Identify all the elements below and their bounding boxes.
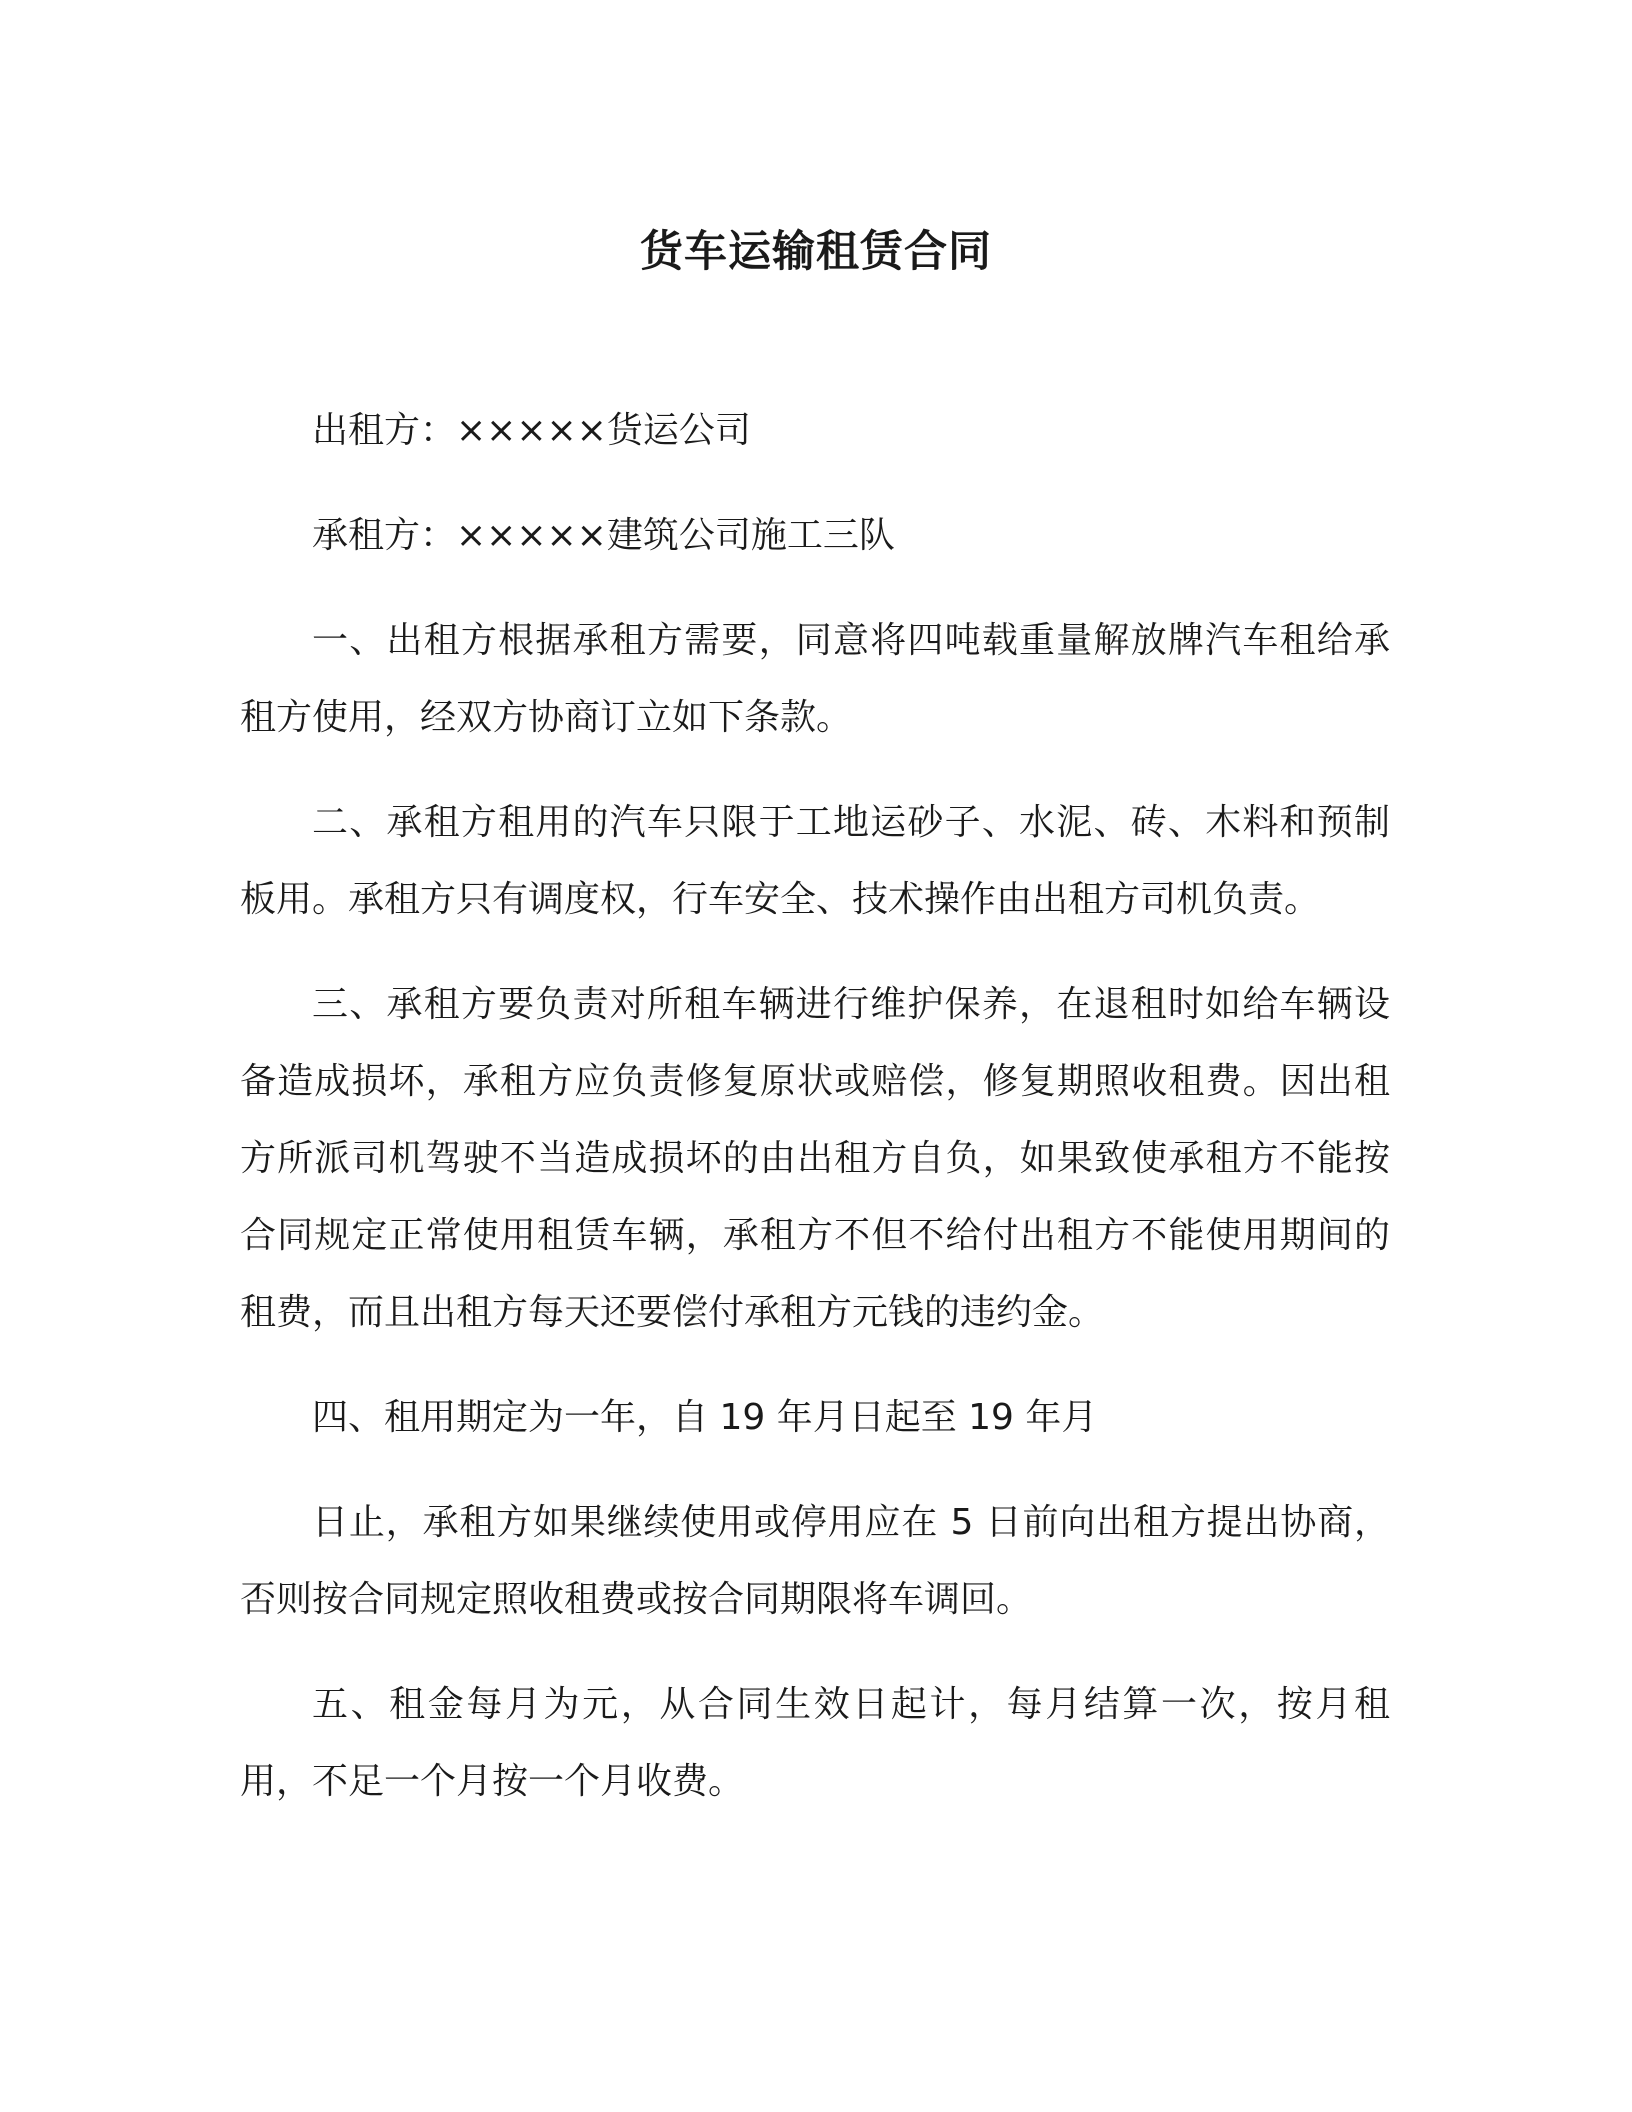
clause-5: 五、租金每月为元，从合同生效日起计，每月结算一次，按月租用，不足一个月按一个月收费。 — [240, 1684, 1390, 1802]
clause-3: 三、承租方要负责对所租车辆进行维护保养，在退租时如给车辆设备造成损坏，承租方应负责修复原状或赔偿，修复期照收租费。因出租方所派司机驾驶不当造成损坏的由出租方自负，如果致使承租方不能按合同规定正常使用租赁车辆，承租方不但不给付出租方不能使用期间的租费，而且出租方每天还要偿付承租方元钱的违约金。 — [240, 984, 1390, 1333]
lessee-line: 承租方：×××××建筑公司施工三队 — [312, 515, 895, 556]
clause-4-start: 四、租用期定为一年，自 19 年月日起至 19 年月 — [312, 1397, 1098, 1438]
clause-1: 一、出租方根据承租方需要，同意将四吨载重量解放牌汽车租给承租方使用，经双方协商订立如下条款。 — [240, 620, 1390, 738]
clause-2: 二、承租方租用的汽车只限于工地运砂子、水泥、砖、木料和预制板用。承租方只有调度权，行车安全、技术操作由出租方司机负责。 — [240, 802, 1390, 920]
document-body — [240, 392, 1390, 1848]
clause-4-continued: 日止，承租方如果继续使用或停用应在 5 日前向出租方提出协商，否则按合同规定照收租费或按合同期限将车调回。 — [240, 1502, 1390, 1620]
lessor-line: 出租方：×××××货运公司 — [312, 410, 751, 451]
document-title: 货车运输租赁合同 — [640, 227, 992, 277]
